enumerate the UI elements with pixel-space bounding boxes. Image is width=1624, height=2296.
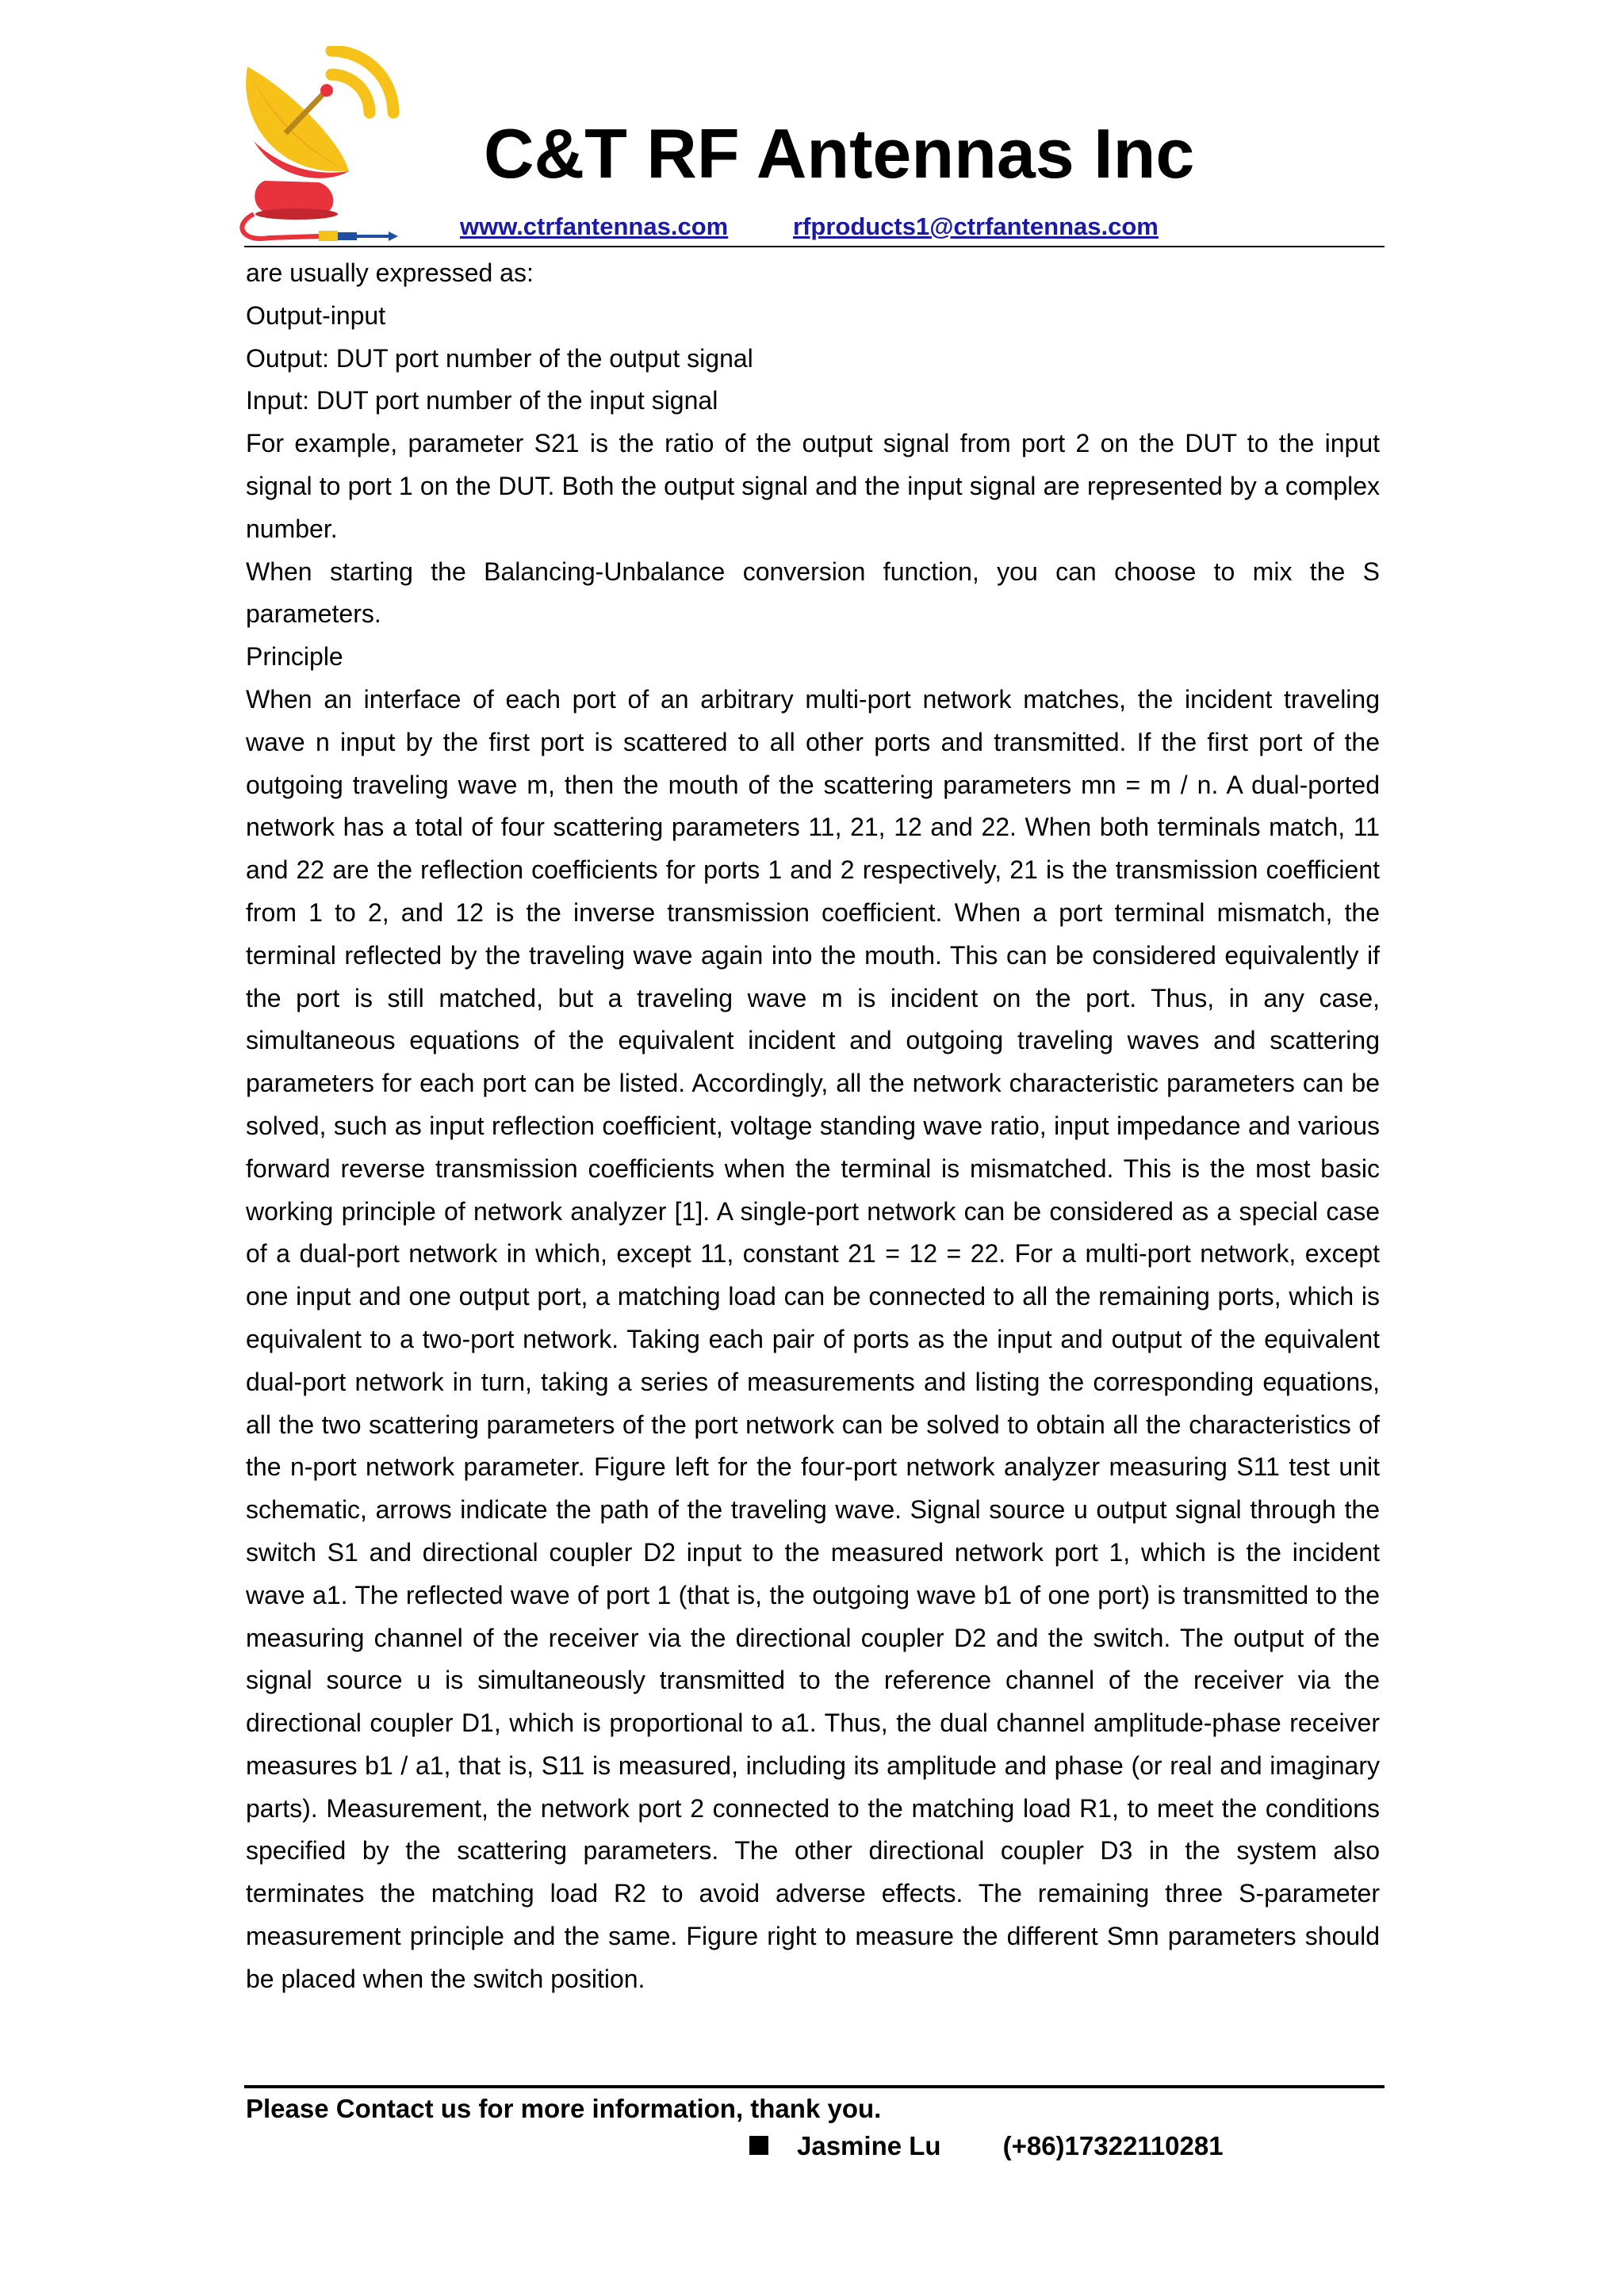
satellite-dish-icon: [230, 46, 404, 244]
paragraph: When an interface of each port of an arbitrary multi-port network matches, the incident traveling wave n input by the first port is scattered to all other ports and transmitted. If the first port of the outgoing traveling wave m, then the mouth of the scattering parameters mn = m / n. A dual-ported network has a total of four scattering parameters 11, 21, 12 and 22. When both terminals match, 11 and 22 are the reflection coefficients for ports 1 and 2 respectively, 21 is the transmission coefficient from 1 to 2, and 12 is the inverse transmission coefficient. When a port terminal mismatch, the terminal reflected by the traveling wave again into the mouth. This can be considered equivalently if the port is still matched, but a traveling wave m is incident on the port. Thus, in any case, simultaneous equations of the equivalent incident and outgoing traveling waves and scattering parameters for each port can be listed. Accordingly, all the network characteristic parameters can be solved, such as input reflection coefficient, voltage standing wave ratio, input impedance and various forward reverse transmission coefficients when the terminal is mismatched. This is the most basic working principle of network analyzer [1]. A single-port network can be considered as a special case of a dual-port network in which, except 11, constant 21 = 12 = 22. For a multi-port network, except one input and one output port, a matching load can be connected to all the remaining ports, which is equivalent to a two-port network. Taking each pair of ports as the input and output of the equivalent dual-port network in turn, taking a series of measurements and listing the corresponding equations, all the two scattering parameters of the port network can be solved to obtain all the characteristics of the n-port network parameter. Figure left for the four-port network analyzer measuring S11 test unit schematic, arrows indicate the path of the traveling wave. Signal source u output signal through the switch S1 and directional coupler D2 input to the measured network port 1, which is the incident wave a1. The reflected wave of port 1 (that is, the outgoing wave b1 of one port) is transmitted to the measuring channel of the receiver via the directional coupler D2 and the switch. The output of the signal source u is simultaneously transmitted to the reference channel of the receiver via the directional coupler D1, which is proportional to a1. Thus, the dual channel amplitude-phase receiver measures b1 / a1, that is, S11 is measured, including its amplitude and phase (or real and imaginary parts). Measurement, the network port 2 connected to the matching load R1, to meet the conditions specified by the scattering parameters. The other directional coupler D3 in the system also terminates the matching load R2 to avoid adverse effects. The remaining three S-parameter measurement principle and the same. Figure right to measure the different Smn parameters should be placed when the switch position.: [246, 684, 1380, 1993]
footer-contact-text: Please Contact us for more information, thank you.: [246, 2094, 882, 2123]
square-bullet-icon: [749, 2136, 768, 2155]
company-name: C&T RF Antennas Inc: [484, 114, 1195, 193]
paragraph: For example, parameter S21 is the ratio of the output signal from port 2 on the DUT to the input signal to port 1 on the DUT. Both the output signal and the input signal are represented by a complex number.: [246, 429, 1380, 543]
contact-name: Jasmine Lu: [797, 2131, 941, 2160]
paragraph: Output: DUT port number of the output signal: [246, 343, 753, 373]
footer-contact-person: [749, 2129, 1224, 2164]
email-link[interactable]: rfproducts1@ctrfantennas.com: [793, 212, 1159, 240]
paragraph: Input: DUT port number of the input signal: [246, 386, 718, 415]
website-link[interactable]: www.ctrfantennas.com: [460, 212, 729, 240]
paragraph: are usually expressed as:: [246, 258, 534, 287]
header-divider: [244, 246, 1385, 247]
paragraph: Output-input: [246, 300, 386, 330]
footer-divider: [244, 2085, 1385, 2088]
contact-phone: (+86)17322110281: [1002, 2131, 1224, 2160]
body-text: [246, 252, 1380, 2001]
section-heading: Principle: [246, 642, 343, 672]
paragraph: When starting the Balancing-Unbalance conversion function, you can choose to mix the S parameters.: [246, 557, 1380, 629]
